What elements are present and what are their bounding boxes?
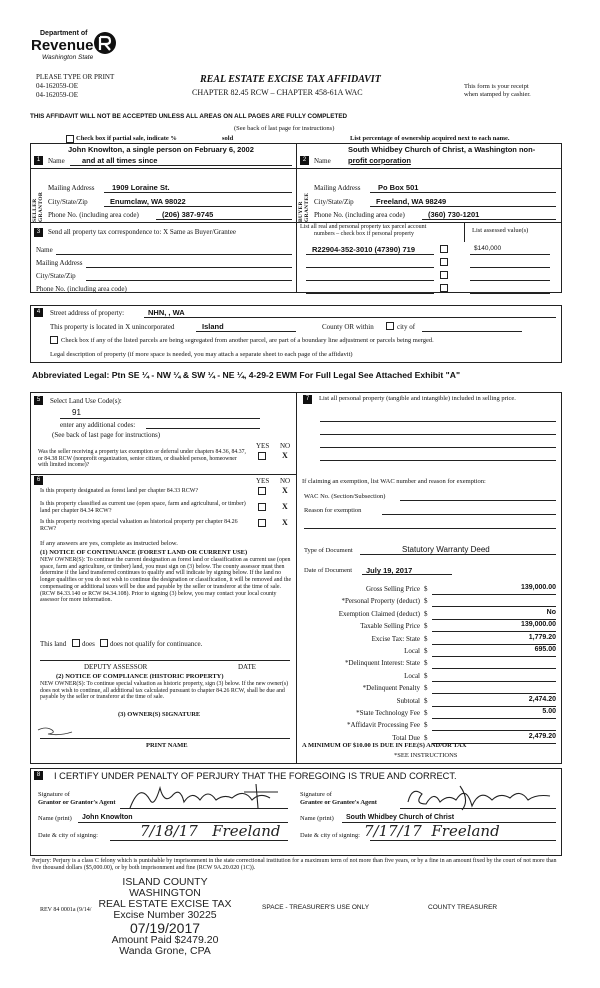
agency-line2: Revenue [31, 37, 94, 54]
no-header-6: NO [280, 477, 291, 485]
section-1-badge: 1 [34, 156, 43, 165]
assessed-header: List assessed value(s) [472, 227, 529, 234]
tax-row-label: *Personal Property (deduct) [341, 597, 420, 606]
seller-phone: (206) 387-9745 [162, 210, 214, 219]
stamp-line-1: ISLAND COUNTY WASHINGTON [122, 876, 208, 899]
parcel-header-1: List all real and personal property tax parcel account [300, 224, 427, 230]
legal-description-label: Legal description of property (if more space is needed, you may attach a separate sheet to each page of the affidavit) [50, 351, 353, 358]
section-5-badge: 5 [34, 396, 43, 405]
assessed-value: $140,000 [474, 245, 502, 252]
land-does-label: does [82, 640, 95, 648]
tax-row-label: Local [404, 647, 420, 655]
tax-row-currency: $ [424, 585, 428, 593]
current-use-question: Is this property classified as current use (open space, farm and agricultural, or timber) land per chapter 84.34 RCW? [40, 501, 246, 514]
tax-row-label: Excise Tax: State [371, 634, 420, 643]
section-4-badge: 4 [34, 308, 43, 317]
seller-name-line2: and at all times since [82, 156, 158, 165]
treasurer-stamp [90, 877, 240, 957]
doc-type-label: Type of Document [304, 547, 353, 554]
tax-row-currency: $ [424, 733, 428, 742]
tax-row-currency: $ [424, 684, 428, 693]
buyer-phone-label: Phone No. (including area code) [314, 211, 405, 219]
located-label: This property is located in X unincorporated [50, 323, 175, 331]
tax-row [300, 647, 562, 659]
tax-row-label: Taxable Selling Price [360, 622, 420, 631]
buyer-name-line1: South Whidbey Church of Christ, a Washington non- [348, 145, 536, 154]
tax-row-value: 695.00 [534, 646, 556, 653]
tax-row [300, 697, 562, 709]
rev-form-number: REV 84 0001a (9/14/ [40, 907, 92, 913]
tax-row-label: *Delinquent Penalty [362, 684, 420, 693]
grantee-sig-label-2: Grantee or Grantee's Agent [300, 799, 377, 806]
buyer-role: BUYER GRANTEE [298, 192, 310, 222]
tax-row-value: 2,479.20 [528, 732, 556, 740]
city-of-label: city of [397, 323, 416, 331]
corr-name-label: Name [36, 246, 53, 254]
owner-signature-label: (3) OWNER(S) SIGNATURE [118, 711, 201, 718]
form-id-2: 04-162059-OE [36, 91, 78, 99]
grantor-name: John Knowlton [82, 814, 133, 821]
tax-row [300, 585, 562, 597]
agency-line1: Department of [40, 30, 88, 37]
grantee-sig-label-1: Signature of [300, 791, 332, 798]
corr-phone-label: Phone No. (including area code) [36, 285, 127, 293]
personal-property-label: List all personal property (tangible and intangible) included in selling price. [319, 395, 516, 402]
stamp-line-4: 07/19/2017 [129, 920, 201, 936]
receipt-note-2: when stamped by cashier. [464, 91, 531, 98]
tax-row-currency: $ [424, 647, 428, 655]
tax-row-currency: $ [424, 671, 428, 680]
parcel-checkbox-4[interactable] [440, 284, 448, 292]
no-header-5: NO [280, 442, 291, 450]
parcel-checkbox-3[interactable] [440, 271, 448, 279]
parcel-header-2: numbers – check box if personal property [314, 231, 414, 237]
land-does-not-checkbox[interactable] [100, 639, 108, 647]
section-3-badge: 3 [34, 228, 43, 237]
grantor-name-label: Name (print) [38, 815, 72, 822]
additional-codes-label: enter any additional codes: [60, 421, 136, 429]
street-label: Street address of property: [50, 309, 125, 317]
tax-row-label: *Delinquent Interest: State [344, 659, 420, 668]
tax-row-label: Gross Selling Price [365, 585, 420, 593]
agency-line3: Washington State [42, 54, 94, 61]
partial-sale-checkbox[interactable] [66, 135, 74, 143]
list-percentage: List percentage of ownership acquired next to each name. [350, 135, 510, 142]
land-does-checkbox[interactable] [72, 639, 80, 647]
send-correspondence-label: Send all property tax correspondence to: X Same as Buyer/Grantee [48, 228, 236, 236]
tax-row-currency: $ [424, 659, 428, 668]
exemption-yes-checkbox[interactable] [258, 452, 266, 460]
county-label: County OR within [322, 323, 374, 331]
stamp-line-6: Wanda Grone, CPA [119, 945, 211, 957]
partial-sale-sold: sold [222, 135, 234, 142]
tax-row-value: 2,474.20 [528, 695, 556, 703]
seller-city-label: City/State/Zip [48, 198, 88, 206]
yes-header-6: YES [256, 477, 270, 485]
notice-compliance-title: (2) NOTICE OF COMPLIANCE (HISTORIC PROPERTY) [56, 673, 224, 680]
county-name: Island [202, 322, 224, 331]
revenue-logo [28, 30, 128, 66]
tax-row [300, 610, 562, 622]
perjury-statement: Perjury: Perjury is a class C felony which is punishable by imprisonment in the state correctional institution for a maximum term of not more than five years, or by a fine in an amount fixed by the court of not more than five thousand dollars ($5,000.00), or by both imprisonment and fine (RCW 9A.20.020 (1C)). [32, 858, 557, 872]
tax-row-value: No [546, 608, 556, 616]
seller-city: Enumclaw, WA 98022 [110, 197, 186, 206]
tax-row [300, 721, 562, 733]
doc-date: July 19, 2017 [366, 566, 413, 575]
owner-signature-scribble [36, 724, 76, 738]
tax-row-value: 1,779.20 [528, 633, 556, 641]
city-of-checkbox[interactable] [386, 322, 394, 330]
receipt-note-1: This form is your receipt [464, 83, 529, 90]
grantor-sig-label-2: Grantor or Grantor's Agent [38, 799, 116, 806]
notice-compliance-body: NEW OWNER(S): To continue special valuation as historic property, sign (3) below. If the new owner(s) does not wish to continue, all additional tax calculated pursuant to chapter 84.26 RCW, shall be due and payable by the seller or transferor at the time of sale. [40, 681, 289, 701]
buyer-mailing: Po Box 501 [378, 183, 419, 192]
seller-role: SELLER GRANTOR [32, 191, 44, 222]
notice-continuance-title: (1) NOTICE OF CONTINUANCE (FOREST LAND OR CURRENT USE) [40, 549, 248, 556]
section-2-badge: 2 [300, 156, 309, 165]
doc-type: Statutory Warranty Deed [402, 545, 490, 554]
tax-row-currency: $ [424, 597, 428, 606]
section-7-badge: 7 [303, 395, 312, 404]
buyer-city-label: City/State/Zip [314, 198, 354, 206]
tax-row [300, 709, 562, 721]
warning-text: THIS AFFIDAVIT WILL NOT BE ACCEPTED UNLESS ALL AREAS ON ALL PAGES ARE FULLY COMPLETED [30, 113, 348, 120]
land-use-code: 91 [72, 408, 81, 417]
tax-row [300, 597, 562, 609]
form-id-1: 04-162059-OE [36, 82, 78, 90]
corr-mailing-label: Mailing Address [36, 259, 83, 267]
seller-mailing: 1909 Loraine St. [112, 183, 170, 192]
reason-label: Reason for exemption [304, 507, 362, 514]
tax-row-currency: $ [424, 696, 428, 705]
stamp-line-2: REAL ESTATE EXCISE TAX [98, 898, 232, 910]
tax-row-label: Exemption Claimed (deduct) [338, 609, 420, 618]
current-use-yes-checkbox[interactable] [258, 503, 266, 511]
tax-row-currency: $ [424, 622, 428, 631]
buyer-mailing-label: Mailing Address [314, 184, 361, 192]
stamp-line-5: Amount Paid $2479.20 [111, 934, 219, 946]
grantee-date-label: Date & city of signing: [300, 832, 360, 839]
doc-date-label: Date of Document [304, 567, 353, 574]
tax-row-value: 5.00 [542, 708, 556, 715]
stamp-line-3: Excise Number 30225 [113, 909, 217, 921]
exemption-question: Was the seller receiving a property tax exemption or deferral under chapters 84.36, 84.37, or 84.38 RCW (nonprofit organization, senior citizen, or disabled person, homeowner with limited income)? [38, 449, 246, 469]
grantor-date-label: Date & city of signing: [38, 832, 98, 839]
see-back-header: (See back of last page for instructions) [234, 125, 335, 132]
seller-phone-label: Phone No. (including area code) [48, 211, 139, 219]
land-use-see-back: (See back of last page for instructions) [52, 431, 161, 439]
buyer-name-line2: profit corporation [348, 156, 411, 165]
tax-row [300, 635, 562, 647]
deputy-assessor-label: DEPUTY ASSESSOR [84, 663, 148, 671]
land-use-label: Select Land Use Code(s): [50, 397, 122, 405]
yes-header-5: YES [256, 442, 270, 450]
seller-name-label: Name [48, 157, 65, 165]
segregated-label: Check box if any of the listed parcels are being segregated from another parcel, are part of a boundary line adjustment or parcels being merged. [61, 337, 434, 344]
buyer-city: Freeland, WA 98249 [376, 197, 447, 206]
historic-yes-checkbox[interactable] [258, 519, 266, 527]
corr-city-label: City/State/Zip [36, 272, 76, 280]
form-title: REAL ESTATE EXCISE TAX AFFIDAVIT [200, 74, 381, 85]
seller-name-line1: John Knowlton, a single person on February 6, 2002 [68, 145, 254, 154]
historic-question: Is this property receiving special valuation as historical property per chapter 84.26 RCW? [40, 519, 238, 532]
deputy-date-label: DATE [238, 663, 256, 671]
seller-mailing-label: Mailing Address [48, 184, 95, 192]
tax-row [300, 659, 562, 671]
county-treasurer-label: COUNTY TREASURER [428, 904, 498, 911]
tax-row-label: Subtotal [396, 696, 420, 705]
tax-row-value: 139,000.00 [520, 584, 556, 591]
tax-row-currency: $ [424, 634, 428, 643]
please-type: PLEASE TYPE OR PRINT [36, 73, 115, 81]
tax-row-currency: $ [424, 609, 428, 618]
tax-row-label: *State Technology Fee [356, 709, 420, 717]
print-name-label: PRINT NAME [146, 742, 188, 749]
partial-sale-label: Check box if partial sale, indicate % [76, 135, 177, 142]
claiming-exemption-label: If claiming an exemption, list WAC number and reason for exemption: [302, 478, 486, 485]
street-address: NHN, , WA [148, 308, 185, 317]
minimum-fee-note: A MINIMUM OF $10.00 IS DUE IN FEE(S) AND/OR TAX [302, 742, 467, 749]
certify-statement: I CERTIFY UNDER PENALTY OF PERJURY THAT THE FOREGOING IS TRUE AND CORRECT. [54, 771, 457, 781]
tax-row [300, 684, 562, 696]
if-any-yes: If any answers are yes, complete as instructed below. [40, 540, 178, 547]
tax-row-currency: $ [424, 709, 428, 717]
tax-row-currency: $ [424, 721, 428, 730]
department-emblem-icon [92, 30, 118, 56]
buyer-name-label: Name [314, 157, 331, 165]
tax-row-label: Total Due [392, 733, 420, 742]
segregated-checkbox[interactable] [50, 336, 58, 344]
historic-answer: X [282, 518, 288, 527]
parcel-number: R22904-352-3010 (47390) 719 [312, 245, 415, 254]
section-8-badge: 8 [34, 771, 43, 780]
grantee-date-city: 7/17/17 Freeland [364, 822, 500, 840]
current-use-answer: X [282, 502, 288, 511]
grantee-name: South Whidbey Church of Christ [346, 814, 455, 821]
grantor-sig-label-1: Signature of [38, 791, 70, 798]
abbreviated-legal: Abbreviated Legal: Ptn SE ¼ - NW ¼ & SW ¼ - NE ¼, 4-29-2 EWM For Full Legal See Attached Exhibit "A" [32, 370, 461, 380]
wac-label: WAC No. (Section/Subsection) [304, 493, 386, 500]
forest-question: Is this property designated as forest land per chapter 84.33 RCW? [40, 488, 199, 494]
grantor-signature [120, 778, 290, 816]
grantor-date-city: 7/18/17 Freeland [140, 822, 281, 840]
parcel-checkbox-2[interactable] [440, 258, 448, 266]
grantee-name-label: Name (print) [300, 815, 334, 822]
section-6-badge: 6 [34, 476, 43, 485]
tax-row [300, 672, 562, 684]
tax-row-label: Local [404, 671, 420, 680]
tax-row [300, 622, 562, 634]
tax-row-label: *Affidavit Processing Fee [347, 721, 420, 730]
forest-yes-checkbox[interactable] [258, 487, 266, 495]
notice-continuance-body: NEW OWNER(S): To continue the current designation as forest land or classification as current use (open space, farm and agriculture, or timber) land, you must sign on (3) below. The county assessor must then determine if the land transferred continues to qualify and will indicate by signing below. If the land no longer qualifies or you do not wish to continue the designation or classification, it will be removed and the compensating or additional taxes will be due and payable by the seller or transferor at the time of sale. (RCW 84.33.140 or RCW 84.34.108). Prior to signing (3) below, you may contact your local county assessor for more information. [40, 557, 292, 604]
see-instructions-note: *SEE INSTRUCTIONS [394, 752, 458, 759]
buyer-phone: (360) 730-1201 [428, 210, 480, 219]
land-does-not-label: does not qualify for continuance. [110, 640, 203, 648]
this-land-label: This land [40, 640, 67, 648]
tax-row-value: 139,000.00 [520, 621, 556, 629]
exemption-answer: X [282, 451, 288, 460]
form-subtitle: CHAPTER 82.45 RCW – CHAPTER 458-61A WAC [192, 88, 363, 97]
forest-answer: X [282, 486, 288, 495]
parcel-checkbox-1[interactable] [440, 245, 448, 253]
treasurer-use-label: SPACE - TREASURER'S USE ONLY [262, 904, 370, 911]
